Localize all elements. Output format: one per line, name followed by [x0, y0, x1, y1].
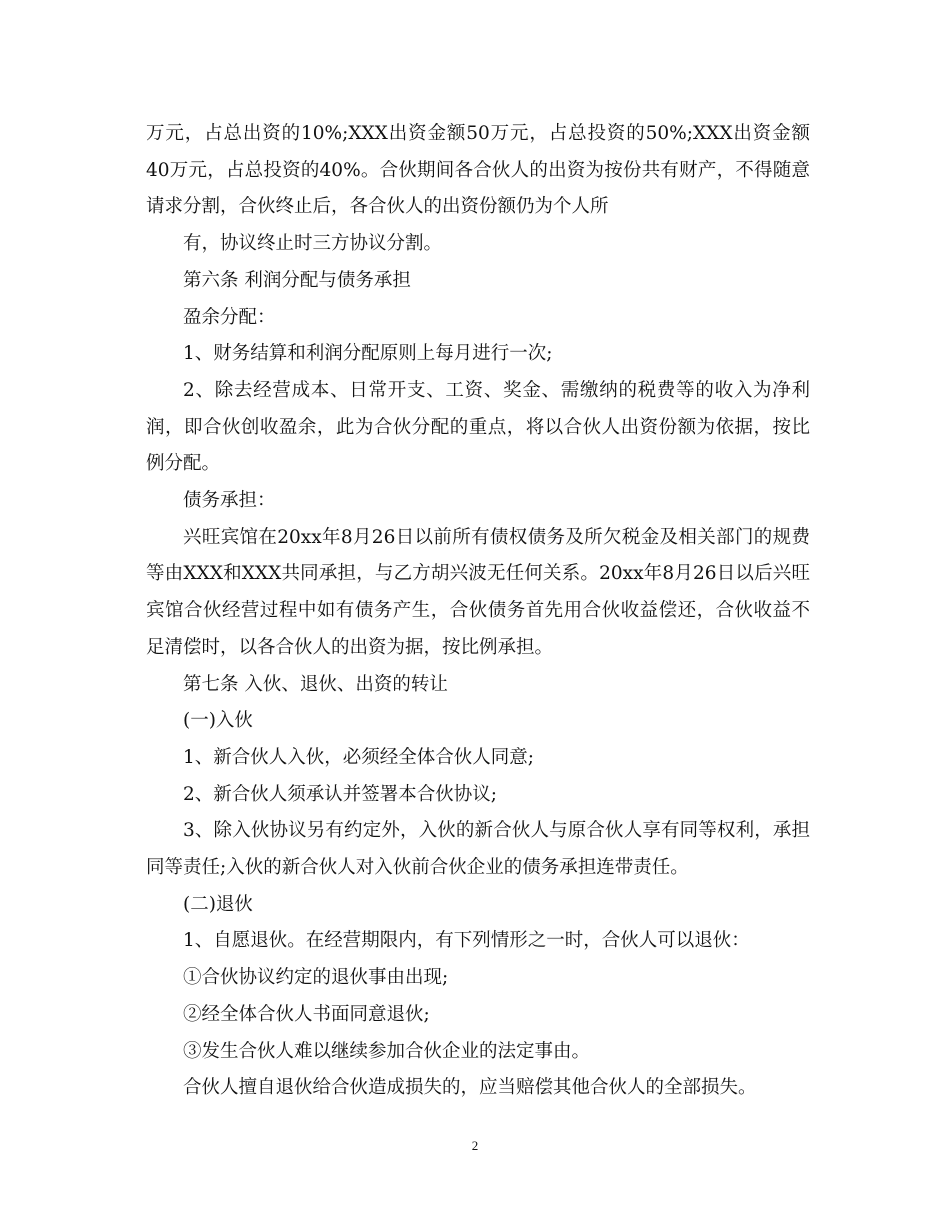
body-paragraph: 有，协议终止时三方协议分割。 [183, 233, 443, 255]
subsection-label: 盈余分配： [183, 306, 276, 328]
subsection-label: 债务承担： [183, 490, 276, 512]
section-heading: 第六条 利润分配与债务承担 [183, 269, 411, 291]
list-item: 3、除入伙协议另有约定外，入伙的新合伙人与原合伙人享有同等权利，承担同等责任;入伙的新合伙人对入伙前合伙企业的债务承担连带责任。 [146, 820, 810, 879]
body-paragraph: 合伙人擅自退伙给合伙造成损失的，应当赔偿其他合伙人的全部损失。 [183, 1077, 757, 1099]
list-item: 2、除去经营成本、日常开支、工资、奖金、需缴纳的税费等的收入为净利润，即合伙创收盈余，此为合伙分配的重点，将以合伙人出资份额为依据，按比例分配。 [146, 379, 810, 475]
body-paragraph: 兴旺宾馆在20xx年8月26日以前所有债权债务及所欠税金及相关部门的规费等由XXX和XXX共同承担，与乙方胡兴波无任何关系。20xx年8月26日以后兴旺宾馆合伙经营过程中如有债务产生，合伙债务首先用合伙收益偿还，合伙收益不足清偿时，以各合伙人的出资为据，按比例承担。 [146, 526, 810, 658]
list-item: ①合伙协议约定的退伙事由出现; [183, 967, 449, 989]
subsection-label: (二)退伙 [183, 893, 253, 915]
list-item: 1、财务结算和利润分配原则上每月进行一次; [183, 343, 553, 365]
list-item: 1、新合伙人入伙，必须经全体合伙人同意; [183, 746, 535, 768]
list-item: ③发生合伙人难以继续参加合伙企业的法定事由。 [183, 1040, 591, 1062]
page-number: 2 [471, 1138, 479, 1153]
list-item: ②经全体合伙人书面同意退伙; [183, 1003, 430, 1025]
section-heading: 第七条 入伙、退伙、出资的转让 [183, 673, 448, 695]
list-item: 1、自愿退伙。在经营期限内，有下列情形之一时，合伙人可以退伙： [183, 930, 750, 952]
list-item: 2、新合伙人须承认并签署本合伙协议; [183, 783, 498, 805]
body-paragraph: 万元，占总出资的10%;XXX出资金额50万元，占总投资的50%;XXX出资金额40万元，占总投资的40%。合伙期间各合伙人的出资为按份共有财产，不得随意请求分割，合伙终止后，各合伙人的出资份额仍为个人所 [146, 123, 810, 218]
subsection-label: (一)入伙 [183, 710, 253, 732]
document-body [146, 116, 810, 1107]
